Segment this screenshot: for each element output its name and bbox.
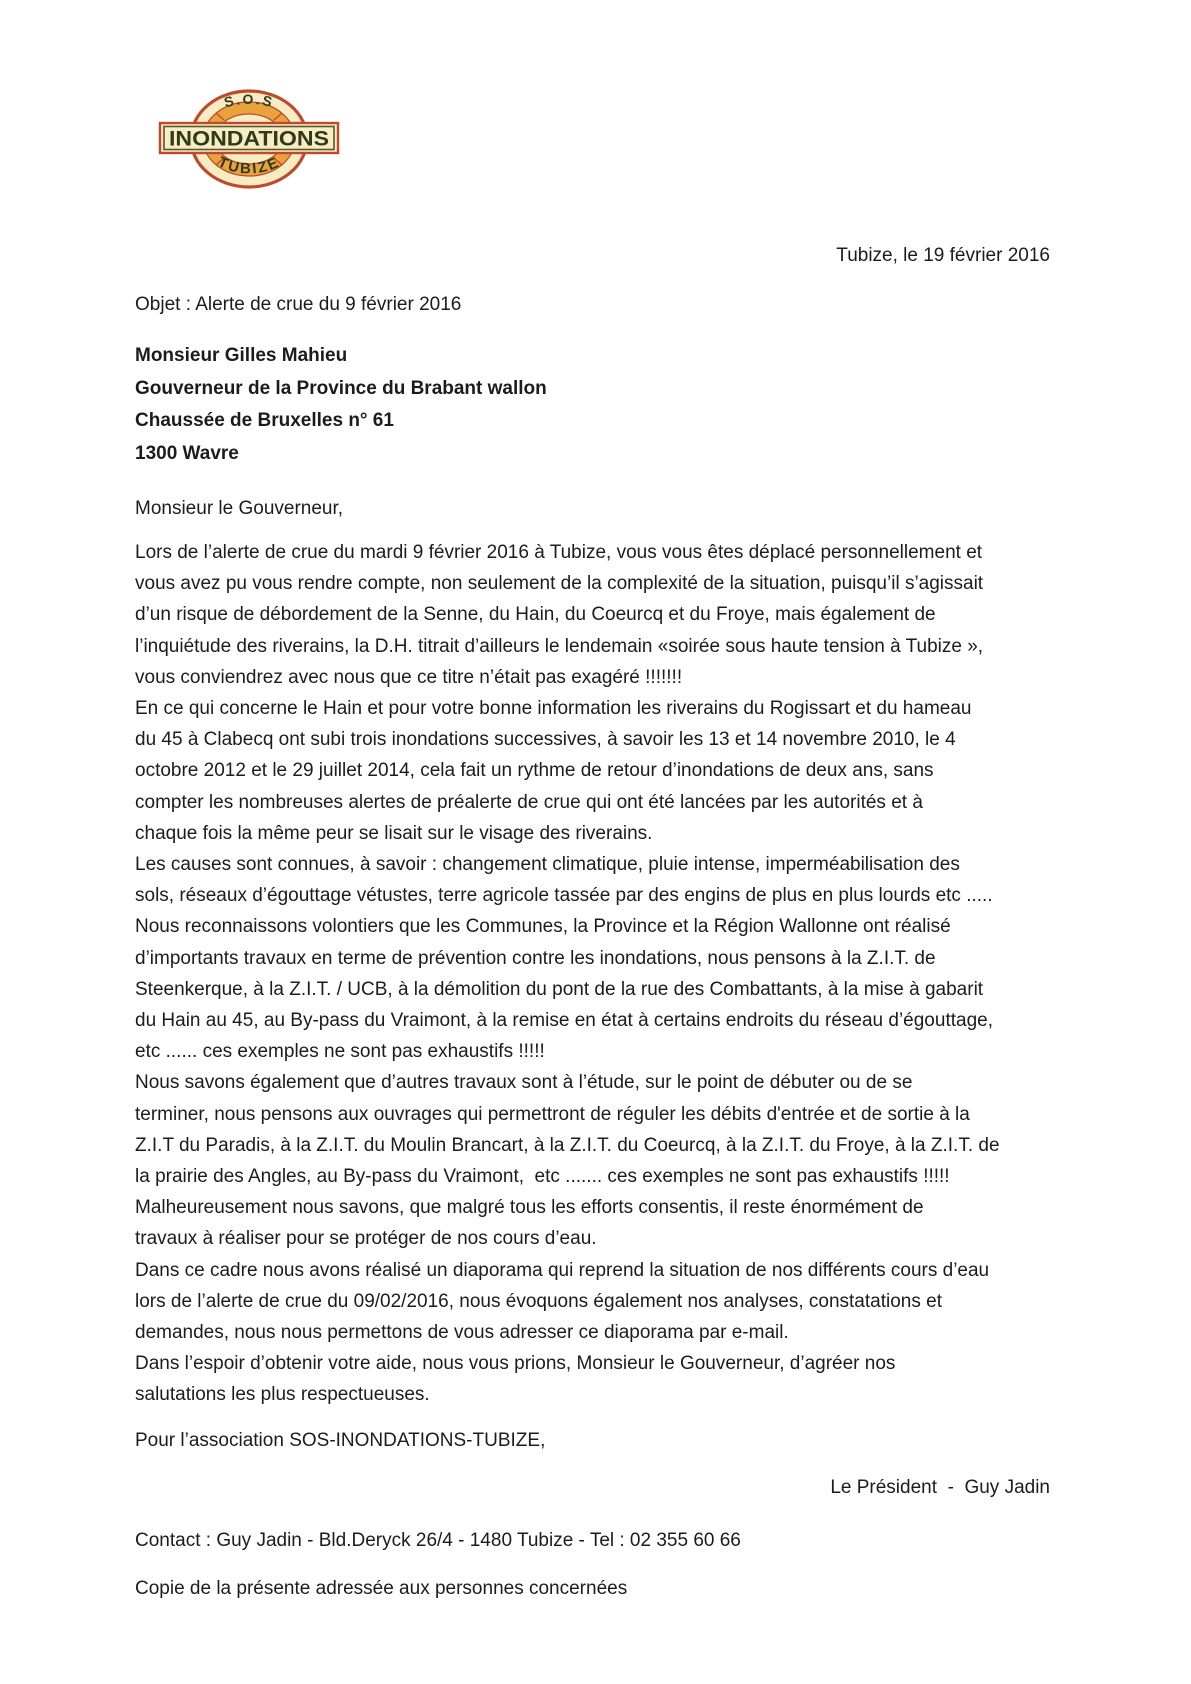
body-line: Malheureusement nous savons, que malgré tous les efforts consentis, il reste énormément de xyxy=(135,1197,924,1219)
body-line: Steenkerque, à la Z.I.T. / UCB, à la démolition du pont de la rue des Combattants, à la mise à gabarit xyxy=(135,978,984,1000)
logo-tubize-text: TUBIZE xyxy=(215,153,283,178)
body-line: En ce qui concerne le Hain et pour votre bonne information les riverains du Rogissart et du hameau xyxy=(135,698,972,720)
body-line: travaux à réaliser pour se protéger de nos cours d’eau. xyxy=(135,1228,597,1250)
body-line: Les causes sont connues, à savoir : changement climatique, pluie intense, imperméabilisation des xyxy=(135,854,960,876)
logo-graphic xyxy=(150,70,350,195)
body-text xyxy=(135,537,1050,1411)
body-line: Dans l’espoir d’obtenir votre aide, nous vous prions, Monsieur le Gouverneur, d’agréer nos xyxy=(135,1353,896,1375)
recipient-line: Gouverneur de la Province du Brabant wallon xyxy=(135,377,547,399)
body-line: demandes, nous nous permettons de vous adresser ce diaporama par e-mail. xyxy=(135,1322,789,1344)
copy-note: Copie de la présente adressée aux personnes concernées xyxy=(135,1578,628,1599)
contact-line: Contact : Guy Jadin - Bld.Deryck 26/4 - 1480 Tubize - Tel : 02 355 60 66 xyxy=(135,1530,741,1551)
sos-inondations-tubize-logo-icon xyxy=(150,70,350,195)
recipient-line: 1300 Wavre xyxy=(135,442,239,464)
body-line: sols, réseaux d’égouttage vétustes, terre agricole tassée par des engins de plus en plus lourds etc ..... xyxy=(135,885,993,907)
body-line: l’inquiétude des riverains, la D.H. titrait d’ailleurs le lendemain «soirée sous haute tension à Tubize », xyxy=(135,635,984,657)
body-line: d’importants travaux en terme de prévention contre les inondations, nous pensons à la Z.I.T. de xyxy=(135,947,936,969)
recipient-line: Monsieur Gilles Mahieu xyxy=(135,345,348,366)
body-line: Nous savons également que d’autres travaux sont à l’étude, sur le point de débuter ou de se xyxy=(135,1072,913,1094)
body-line: Z.I.T du Paradis, à la Z.I.T. du Moulin Brancart, à la Z.I.T. du Coeurcq, à la Z.I.T. du Froye, à la Z.I.T. de xyxy=(135,1134,1000,1156)
association-line: Pour l’association SOS-INONDATIONS-TUBIZE, xyxy=(135,1430,546,1451)
body-line: salutations les plus respectueuses. xyxy=(135,1384,430,1406)
logo-sos-text: S.O.S xyxy=(222,90,276,111)
body-line: etc ...... ces exemples ne sont pas exhaustifs !!!!! xyxy=(135,1041,545,1063)
body-line: Nous reconnaissons volontiers que les Communes, la Province et la Région Wallonne ont réalisé xyxy=(135,916,951,938)
body-line: vous avez pu vous rendre compte, non seulement de la complexité de la situation, puisqu’il s’agissait xyxy=(135,573,984,595)
body-line: du Hain au 45, au By-pass du Vraimont, à la remise en état à certains endroits du réseau d’égouttage, xyxy=(135,1010,993,1032)
date-line: Tubize, le 19 février 2016 xyxy=(836,245,1050,266)
body-line: lors de l’alerte de crue du 09/02/2016, nous évoquons également nos analyses, constatations et xyxy=(135,1290,942,1312)
body-line: d’un risque de débordement de la Senne, du Hain, du Coeurcq et du Froye, mais également de xyxy=(135,604,936,626)
salutation: Monsieur le Gouverneur, xyxy=(135,498,344,519)
signature-line: Le Président - Guy Jadin xyxy=(830,1477,1050,1498)
subject-line: Objet : Alerte de crue du 9 février 2016 xyxy=(135,294,462,315)
body-line: la prairie des Angles, au By-pass du Vraimont, etc ....... ces exemples ne sont pas exhaustifs !!!!! xyxy=(135,1166,950,1188)
recipient-line: Chaussée de Bruxelles n° 61 xyxy=(135,410,394,432)
logo-inondations-text: INONDATIONS xyxy=(169,127,329,151)
body-line: Dans ce cadre nous avons réalisé un diaporama qui reprend la situation de nos différents cours d’eau xyxy=(135,1259,990,1281)
body-line: vous conviendrez avec nous que ce titre n’était pas exagéré !!!!!!! xyxy=(135,666,683,688)
body-line: Lors de l’alerte de crue du mardi 9 février 2016 à Tubize, vous vous êtes déplacé personnellement et xyxy=(135,542,983,563)
body-line: du 45 à Clabecq ont subi trois inondations successives, à savoir les 13 et 14 novembre 2010, le 4 xyxy=(135,729,956,751)
body-line: terminer, nous pensons aux ouvrages qui permettront de réguler les débits d'entrée et de sortie à la xyxy=(135,1103,970,1125)
body-line: compter les nombreuses alertes de préalerte de crue qui ont été lancées par les autorités et à xyxy=(135,791,923,813)
body-line: octobre 2012 et le 29 juillet 2014, cela fait un rythme de retour d’inondations de deux ans, sans xyxy=(135,760,934,782)
recipient-block xyxy=(135,340,1050,470)
body-line: chaque fois la même peur se lisait sur le visage des riverains. xyxy=(135,822,653,844)
